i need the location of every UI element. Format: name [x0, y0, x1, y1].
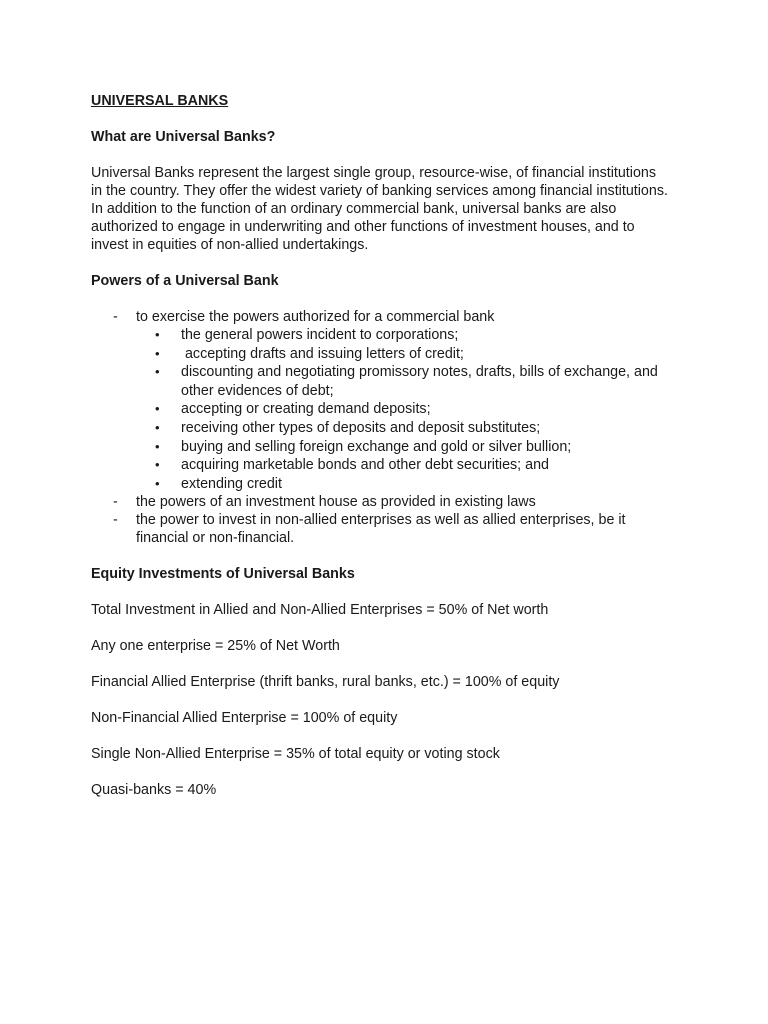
- commercial-power-text: accepting or creating demand deposits;: [181, 401, 431, 418]
- section-heading-equity: Equity Investments of Universal Banks: [91, 566, 355, 583]
- list-item: [136, 363, 671, 400]
- equity-line: Total Investment in Allied and Non-Allied Enterprises = 50% of Net worth: [91, 602, 549, 619]
- commercial-power-text: the general powers incident to corporations;: [181, 327, 459, 343]
- dash-icon: -: [113, 494, 118, 511]
- bullet-icon: •: [155, 364, 160, 380]
- bullet-icon: •: [155, 345, 160, 361]
- list-item: [136, 345, 671, 364]
- bullet-icon: •: [155, 327, 160, 342]
- equity-line: Any one enterprise = 25% of Net Worth: [91, 638, 340, 655]
- power-text: the powers of an investment house as provided in existing laws: [136, 494, 536, 511]
- bullet-icon: •: [155, 457, 160, 473]
- equity-line: Single Non-Allied Enterprise = 35% of total equity or voting stock: [91, 746, 500, 763]
- list-item: [136, 326, 671, 345]
- commercial-power-text: buying and selling foreign exchange and gold or silver bullion;: [181, 438, 572, 455]
- power-text: the power to invest in non-allied enterprises as well as allied enterprises, be it financial or non-financial.: [136, 512, 626, 547]
- commercial-powers-list: [136, 326, 671, 493]
- document-page: [91, 92, 671, 799]
- commercial-power-text: acquiring marketable bonds and other debt securities; and: [181, 457, 549, 474]
- list-item: [136, 419, 671, 438]
- list-item: [91, 308, 671, 493]
- section-heading-powers: Powers of a Universal Bank: [91, 273, 279, 289]
- bullet-icon: •: [155, 475, 160, 491]
- commercial-power-text: discounting and negotiating promissory notes, drafts, bills of exchange, and other evidences of debt;: [181, 364, 658, 399]
- bullet-icon: •: [155, 438, 160, 454]
- commercial-power-text: extending credit: [181, 475, 282, 492]
- bullet-icon: •: [155, 419, 160, 435]
- list-item: [136, 456, 671, 475]
- power-text: to exercise the powers authorized for a commercial bank: [136, 309, 495, 325]
- list-item: [136, 475, 671, 494]
- equity-line: Quasi-banks = 40%: [91, 782, 217, 799]
- equity-line: Non-Financial Allied Enterprise = 100% of equity: [91, 710, 398, 727]
- powers-list: [91, 308, 671, 547]
- bullet-icon: •: [155, 401, 160, 417]
- intro-paragraph: Universal Banks represent the largest single group, resource-wise, of financial institutions in the country. They offer the widest variety of banking services among financial institutions. In addition to the function of an ordinary commercial bank, universal banks are also authorized to engage in underwriting and other functions of investment houses, and to invest in equities of non-allied undertakings.: [91, 165, 668, 253]
- document-title: UNIVERSAL BANKS: [91, 93, 229, 109]
- commercial-power-text: receiving other types of deposits and deposit substitutes;: [181, 419, 541, 436]
- list-item: [91, 511, 671, 547]
- dash-icon: -: [113, 309, 118, 325]
- list-item: [136, 400, 671, 419]
- section-heading-what-are: What are Universal Banks?: [91, 129, 276, 145]
- list-item: [136, 438, 671, 457]
- commercial-power-text: accepting drafts and issuing letters of credit;: [181, 345, 464, 362]
- equity-line: Financial Allied Enterprise (thrift banks, rural banks, etc.) = 100% of equity: [91, 674, 560, 691]
- list-item: [91, 493, 671, 511]
- dash-icon: -: [113, 512, 118, 529]
